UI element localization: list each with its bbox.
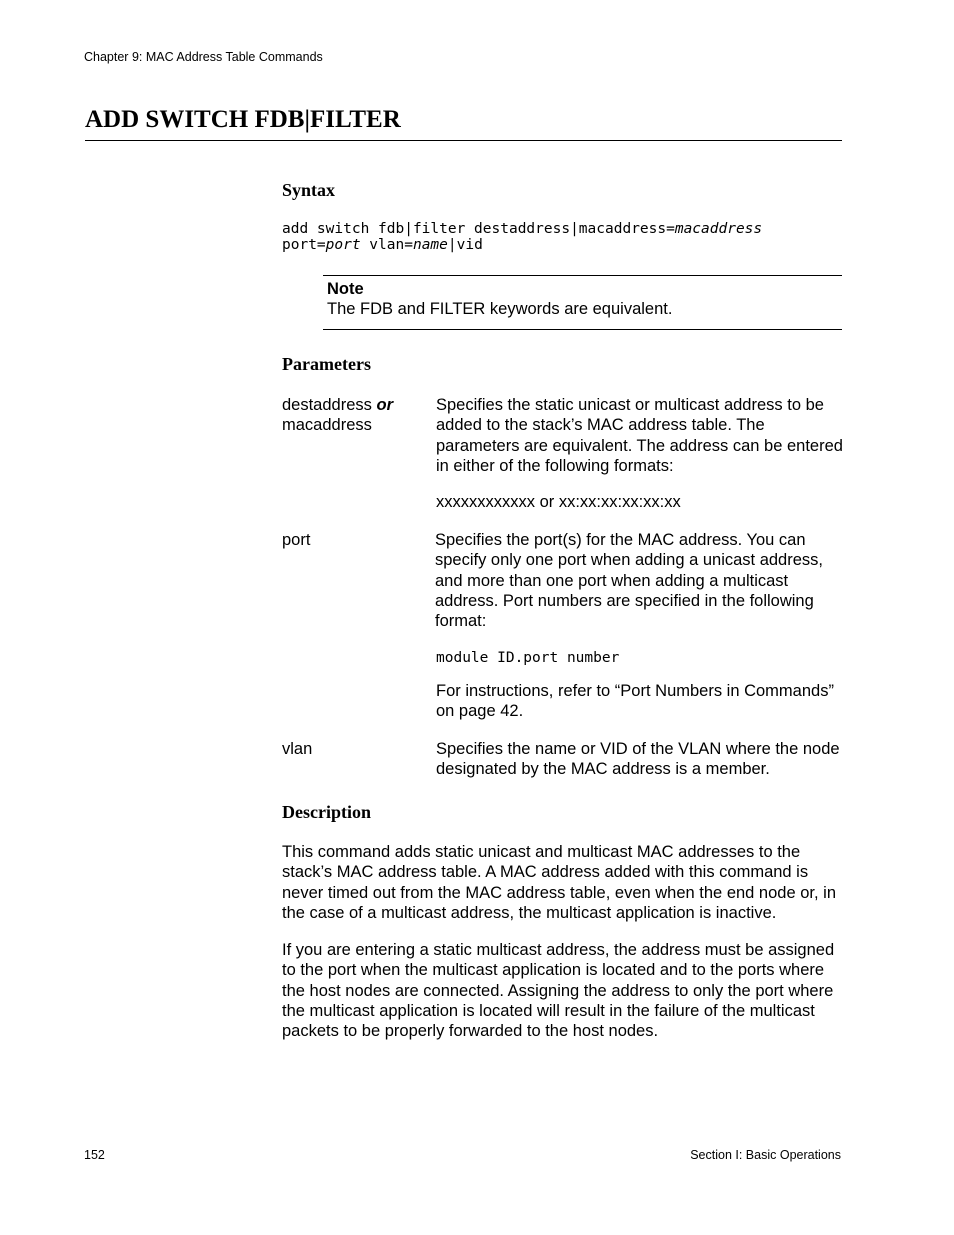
syntax-token: name [412, 237, 448, 253]
syntax-token: port [325, 237, 361, 253]
note-label: Note [327, 280, 364, 298]
page-title: ADD SWITCH FDB|FILTER [85, 106, 401, 133]
param-desc-vlan: Specifies the name or VID of the VLAN where the node designated by the MAC address is a member. [436, 740, 840, 779]
note-box [323, 275, 842, 330]
syntax-heading: Syntax [282, 180, 336, 200]
syntax-line-1-plain: add switch fdb|filter destaddress|macaddress= [282, 221, 675, 237]
param-name-vlan: vlan [282, 740, 313, 758]
description-heading: Description [282, 802, 371, 822]
param-name-destaddress [282, 395, 393, 436]
title-divider [85, 140, 842, 141]
param-desc-destaddress: Specifies the static unicast or multicast address to be added to the stack’s MAC address table. The parameters are equivalent. The address can be entered in either of the following formats: [436, 396, 843, 475]
param-extra-address-formats: xxxxxxxxxxxx or xx:xx:xx:xx:xx:xx [436, 493, 681, 511]
parameters-heading: Parameters [282, 354, 371, 374]
note-text: The FDB and FILTER keywords are equivalent. [327, 300, 673, 318]
running-header: Chapter 9: MAC Address Table Commands [84, 50, 323, 64]
syntax-token: |vid [447, 237, 483, 253]
param-name-port: port [282, 531, 311, 549]
syntax-code [282, 221, 762, 253]
syntax-token: port= [282, 237, 326, 253]
param-name-part: destaddress [282, 396, 377, 414]
description-paragraph-1: This command adds static unicast and multicast MAC addresses to the stack’s MAC address table. A MAC address added with this command is never timed out from the MAC address table, even when the end node or, in the case of a multicast address, the multicast application is inactive. [282, 843, 836, 922]
param-name-or: or [376, 396, 393, 414]
param-name-part: macaddress [282, 416, 372, 435]
syntax-line-1-italic: macaddress [674, 221, 763, 237]
description-paragraph-2: If you are entering a static multicast address, the address must be assigned to the port when the multicast application is located and to the ports where the host nodes are connected. Assigning the address to only the port where the multicast application is located will result in the failure of the multicast packets to be properly forwarded to the host nodes. [282, 941, 835, 1041]
param-desc-port: Specifies the port(s) for the MAC address. You can specify only one port when adding a unicast address, and more than one port when adding a multicast address. Port numbers are specified in the following format: [435, 531, 823, 631]
syntax-line-1 [282, 221, 762, 237]
running-footer-section: Section I: Basic Operations [690, 1148, 841, 1162]
syntax-token: vlan= [360, 237, 413, 253]
page-number: 152 [84, 1148, 105, 1162]
param-code-port-format: module ID.port number [436, 650, 620, 666]
param-extra-port-reference: For instructions, refer to “Port Numbers in Commands” on page 42. [436, 682, 834, 721]
syntax-line-2 [282, 237, 762, 253]
